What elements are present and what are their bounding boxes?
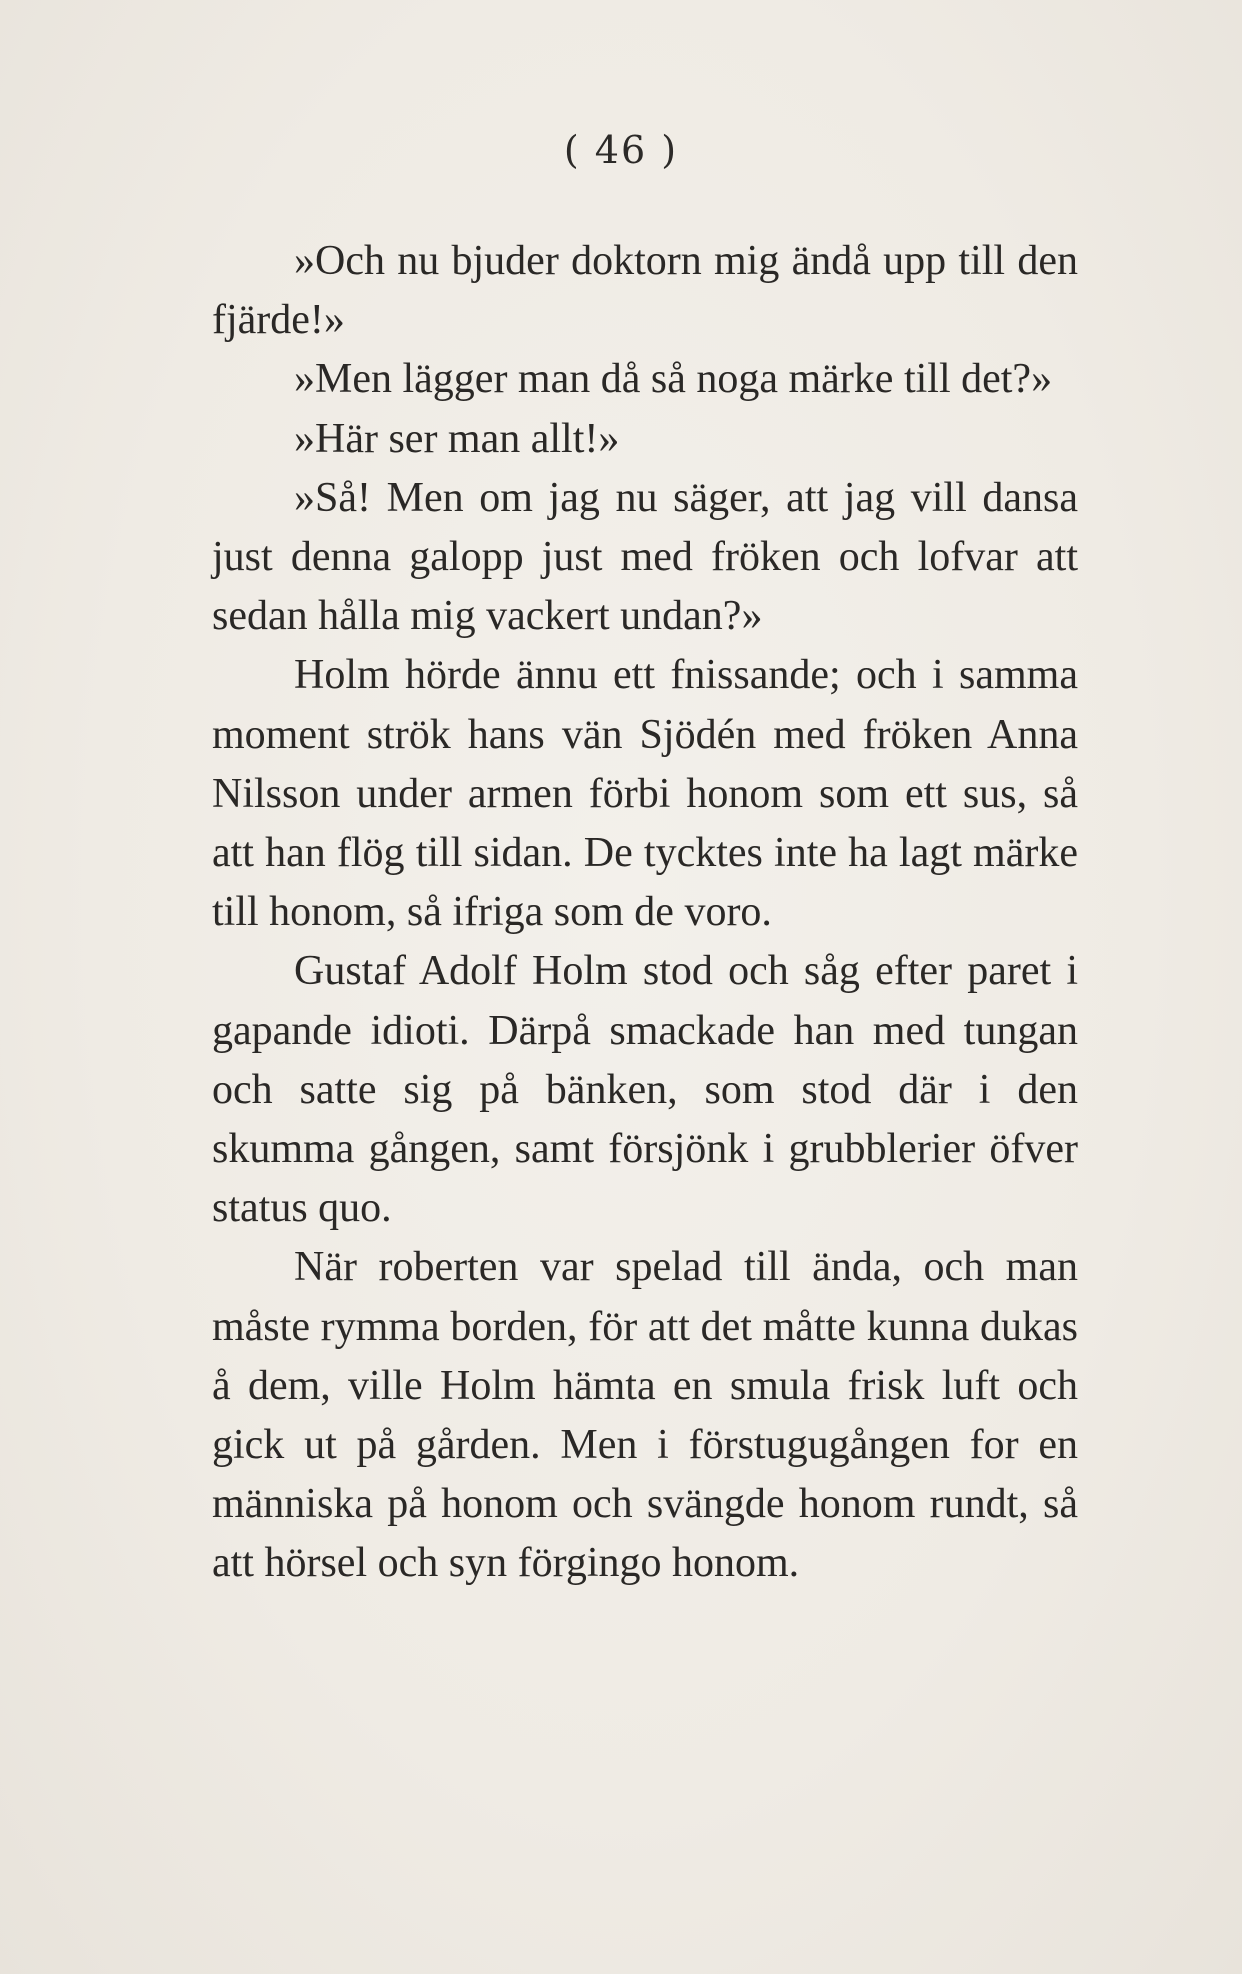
body-text <box>212 232 1078 1594</box>
paragraph-dialogue-3: »Här ser man allt!» <box>294 415 620 462</box>
paragraph-dialogue-4: »Så! Men om jag nu säger, att jag vill dansa just denna galopp just med fröken och lofvar att sedan hålla mig vackert undan?» <box>212 474 1078 640</box>
paragraph-narrative-2: Gustaf Adolf Holm stod och såg efter paret i gapande idioti. Därpå smackade han med tungan och satte sig på bänken, som stod där i den skumma gången, samt försjönk i grubblerier öfver status quo. <box>212 948 1078 1232</box>
paragraph-dialogue-1: »Och nu bjuder doktorn mig ändå upp till den fjärde!» <box>212 238 1078 344</box>
paragraph-dialogue-2: »Men lägger man då så noga märke till det?» <box>294 356 1053 403</box>
paragraph-narrative-1: Holm hörde ännu ett fnissande; och i samma moment strök hans vän Sjödén med fröken Anna Nilsson under armen förbi honom som ett sus, så att han flög till sidan. De tycktes inte ha lagt märke till honom, så ifriga som de voro. <box>212 652 1078 936</box>
paragraph-narrative-3: När roberten var spelad till ända, och man måste rymma borden, för att det måtte kunna dukas å dem, ville Holm hämta en smula frisk luft och gick ut på gården. Men i förstugugången for en människa på honom och svängde honom rundt, så att hörsel och syn förgingo honom. <box>212 1244 1078 1587</box>
page-number: ( 46 ) <box>563 128 679 172</box>
